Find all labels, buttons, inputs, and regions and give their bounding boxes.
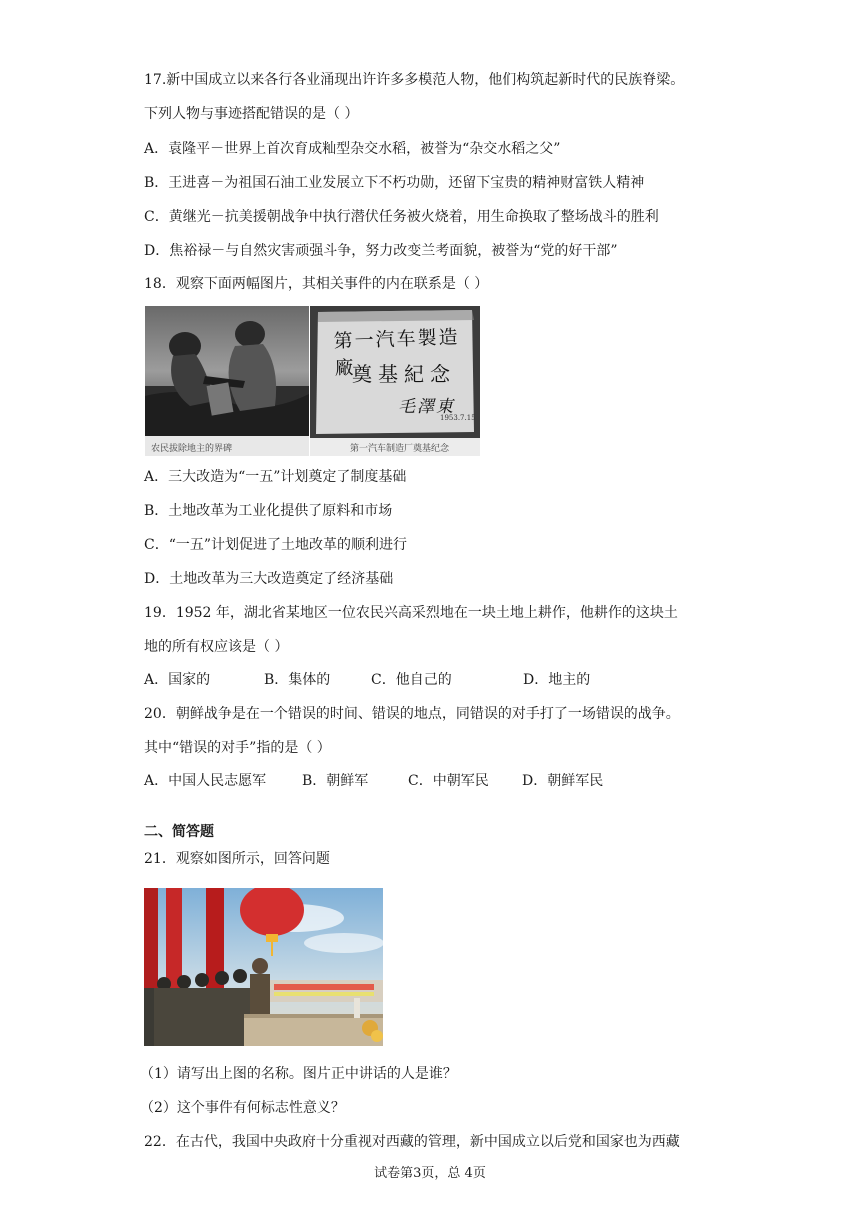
inscription-date: 1953.7.15: [440, 414, 476, 422]
q20-option-b: B．朝鲜军: [302, 773, 369, 789]
q20-option-d: D．朝鲜军民: [522, 773, 604, 789]
q18-option-b: B．土地改革为工业化提供了原料和市场: [144, 503, 393, 519]
inscription-line2: 奠基紀念: [352, 362, 456, 386]
q17-stem-line2: 下列人物与事迹搭配错误的是（ ）: [144, 106, 359, 122]
q17-option-c: C．黄继光－抗美援朝战争中执行潜伏任务被火烧着，用生命换取了整场战斗的胜利: [144, 209, 659, 225]
photo-farmers-removing-boundary: [145, 306, 309, 456]
q19-option-c: C．他自己的: [371, 672, 452, 688]
q20-stem-line1: 20．朝鲜战争是在一个错误的时间、错误的地点，同错误的对手打了一场错误的战争。: [144, 706, 680, 722]
page-footer: 试卷第3页，总 4页: [374, 1166, 486, 1181]
farmers-photo-graphic: [145, 306, 309, 436]
photo2-caption: 第一汽车制造厂奠基纪念: [350, 444, 450, 454]
q17-option-d: D．焦裕禄－与自然灾害顽强斗争，努力改变兰考面貌，被誉为“党的好干部”: [144, 243, 618, 259]
q17-stem-line1: 17.新中国成立以来各行各业涌现出许许多多模范人物，他们构筑起新时代的民族脊梁。: [144, 72, 685, 88]
q21-subquestion-1: （1）请写出上图的名称。图片正中讲话的人是谁？: [140, 1066, 457, 1082]
inscription-signature: 毛澤東: [398, 397, 455, 417]
q19-options: [144, 670, 590, 690]
q19-option-a: A．国家的: [144, 672, 211, 688]
q20-options: [144, 771, 603, 791]
q20-option-a: A．中国人民志愿军: [144, 773, 267, 789]
q20-option-c: C．中朝军民: [408, 773, 489, 789]
ceremony-painting-graphic: [144, 888, 383, 1046]
painting-founding-ceremony: [144, 888, 383, 1046]
q19-option-b: B．集体的: [264, 672, 331, 688]
q18-stem: 18．观察下面两幅图片，其相关事件的内在联系是（ ）: [144, 276, 489, 292]
q18-option-c: C．“一五”计划促进了土地改革的顺利进行: [144, 537, 408, 553]
q19-option-d: D．地主的: [523, 672, 591, 688]
section-heading: 二、简答题: [144, 824, 214, 840]
q18-option-d: D．土地改革为三大改造奠定了经济基础: [144, 571, 394, 587]
q21-subquestion-2: （2）这个事件有何标志性意义？: [140, 1100, 345, 1116]
q17-option-b: B．王进喜－为祖国石油工业发展立下不朽功勋，还留下宝贵的精神财富铁人精神: [144, 175, 645, 191]
q21-stem: 21．观察如图所示，回答问题: [144, 851, 330, 867]
q17-option-a: A．袁隆平－世界上首次育成籼型杂交水稻，被誉为“杂交水稻之父”: [144, 141, 561, 157]
q19-stem-line2: 地的所有权应该是（ ）: [144, 639, 289, 655]
q18-option-a: A．三大改造为“一五”计划奠定了制度基础: [144, 469, 407, 485]
q22-stem-line1: 22．在古代，我国中央政府十分重视对西藏的管理，新中国成立以后党和国家也为西藏: [144, 1134, 680, 1150]
inscription-line1: 第一汽车製造廠: [333, 326, 460, 380]
photo1-caption: 农民拔除地主的界碑: [151, 444, 233, 454]
photo-faw-founding-inscription: [310, 306, 480, 456]
q20-stem-line2: 其中“错误的对手”指的是（ ）: [144, 740, 331, 756]
q19-stem-line1: 19．1952 年，湖北省某地区一位农民兴高采烈地在一块土地上耕作，他耕作的这块土: [144, 605, 678, 621]
